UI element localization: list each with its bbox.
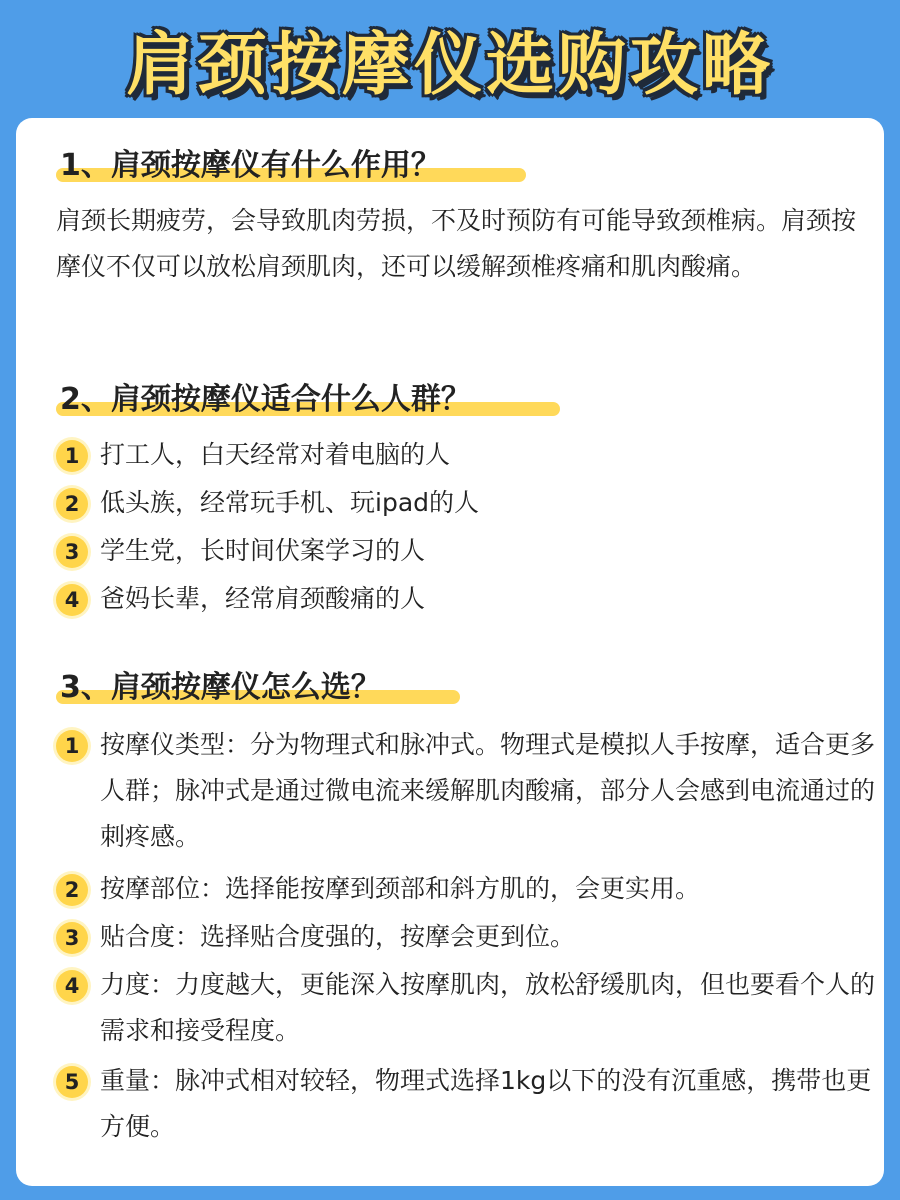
tip-item (56, 722, 876, 860)
number-badge: 2 (56, 488, 88, 520)
number-badge: 4 (56, 584, 88, 616)
section-1-paragraph: 肩颈长期疲劳，会导致肌肉劳损，不及时预防有可能导致颈椎病。肩颈按摩仪不仅可以放松肩颈肌肉，还可以缓解颈椎疼痛和肌肉酸痛。 (56, 206, 857, 281)
page-title: 肩颈按摩仪选购攻略 (125, 26, 774, 105)
number-badge: 3 (56, 536, 88, 568)
section-3-heading: 3、肩颈按摩仪怎么选？ (60, 670, 381, 705)
audience-item (56, 528, 876, 574)
tip-item-text: 力度：力度越大，更能深入按摩肌肉，放松舒缓肌肉，但也要看个人的需求和接受程度。 (100, 970, 876, 1045)
tip-item (56, 962, 876, 1054)
audience-item (56, 576, 876, 622)
number-badge: 5 (56, 1066, 88, 1098)
audience-item (56, 432, 876, 478)
number-badge: 3 (56, 922, 88, 954)
section-1-heading: 1、肩颈按摩仪有什么作用？ (60, 148, 441, 183)
content-card (16, 118, 884, 1186)
audience-item-text: 打工人，白天经常对着电脑的人 (100, 440, 451, 469)
audience-item-text: 低头族，经常玩手机、玩ipad的人 (100, 488, 480, 517)
audience-item-text: 爸妈长辈，经常肩颈酸痛的人 (100, 584, 426, 613)
number-badge: 1 (56, 440, 88, 472)
tip-item-text: 按摩部位：选择能按摩到颈部和斜方肌的，会更实用。 (100, 874, 701, 903)
tip-item-text: 按摩仪类型：分为物理式和脉冲式。物理式是模拟人手按摩，适合更多人群；脉冲式是通过微电流来缓解肌肉酸痛，部分人会感到电流通过的刺疼感。 (100, 730, 876, 851)
number-badge: 4 (56, 970, 88, 1002)
audience-item-text: 学生党，长时间伏案学习的人 (100, 536, 426, 565)
tip-item (56, 866, 876, 912)
tip-item (56, 914, 876, 960)
audience-item (56, 480, 876, 526)
tip-item-text: 重量：脉冲式相对较轻，物理式选择1kg以下的没有沉重感，携带也更方便。 (100, 1066, 872, 1141)
number-badge: 2 (56, 874, 88, 906)
number-badge: 1 (56, 730, 88, 762)
tip-item-text: 贴合度：选择贴合度强的，按摩会更到位。 (100, 922, 576, 951)
tip-item (56, 1058, 876, 1150)
section-2-heading: 2、肩颈按摩仪适合什么人群？ (60, 382, 471, 417)
